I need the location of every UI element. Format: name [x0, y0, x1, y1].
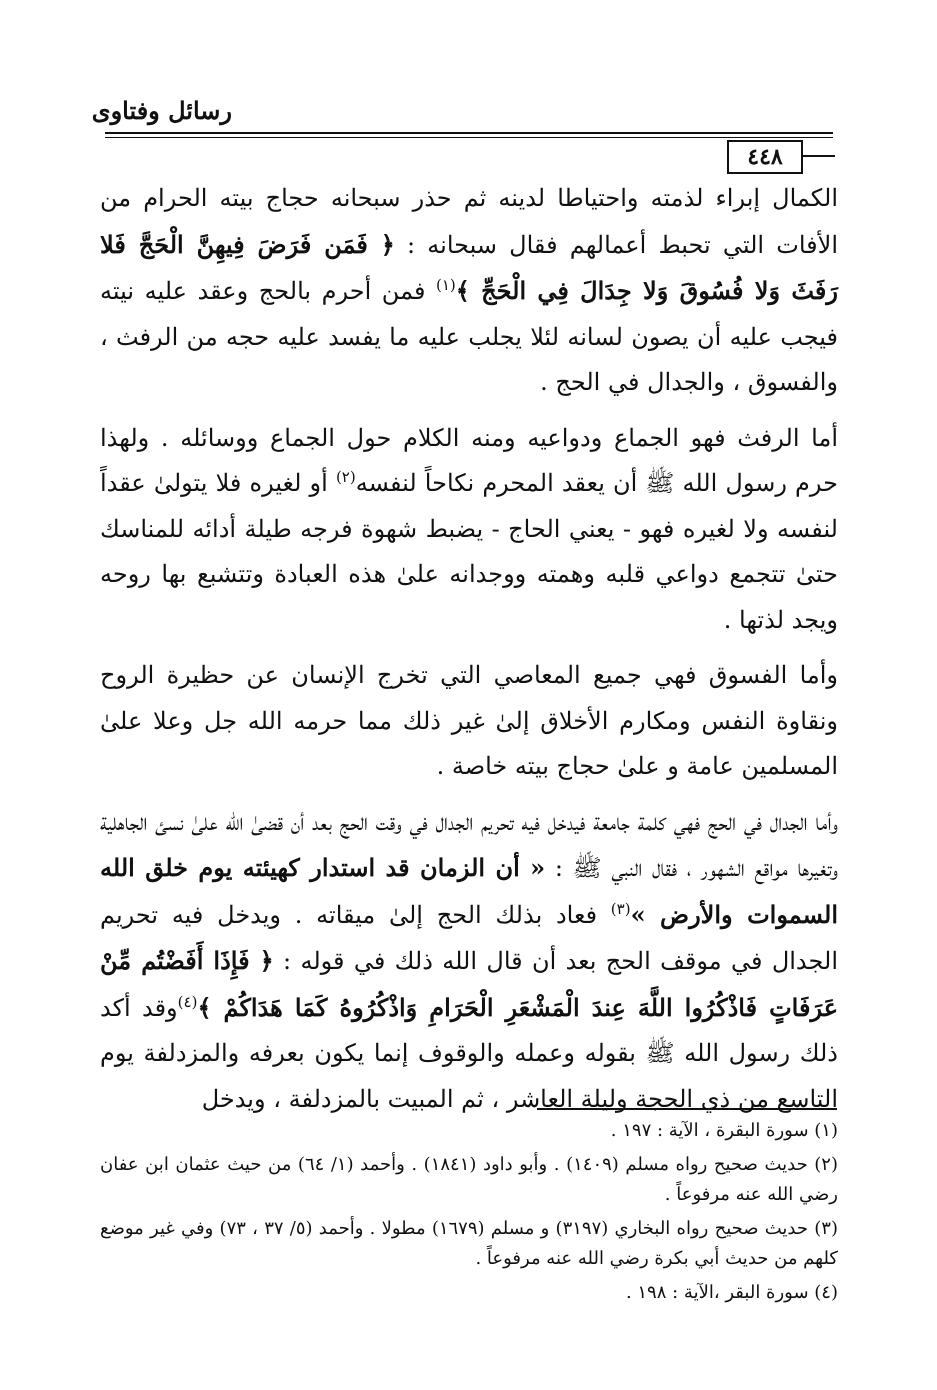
footnote-2: (٢) حديث صحيح رواه مسلم (١٤٠٩) . وأبو داود (١٨٤١) . وأحمد (١/ ٦٤) من حيث عثمان ابن عفان رضي الله عنه مرفوعاً . [100, 1154, 838, 1205]
paragraph-text: وأما الفسوق فهي جميع المعاصي التي تخرج الإنسان عن حظيرة الروح ونقاوة النفس ومكارم الأخلاق إلىٰ غير ذلك مما حرمه الله جل وعلا علىٰ المسلمين عامة و علىٰ حجاج بيته خاصة . [100, 661, 838, 780]
running-title: رسائل وفتاوى [91, 96, 232, 125]
footnote-separator [537, 1108, 837, 1110]
quran-verse: ﴿ فَإِذَا أَفَضْتُم مِّنْ عَرَفَاتٍ فَاذْكُرُوا اللَّهَ عِندَ الْمَشْعَرِ الْحَرَامِ وَاذْكُرُوهُ كَمَا هَدَاكُمْ ﴾ [100, 946, 839, 1022]
page-number-dash [801, 155, 835, 157]
header-rule-thin [105, 137, 833, 138]
footnote-1: (١) سورة البقرة ، الآية : ١٩٧ . [610, 1120, 838, 1141]
footnote-3: (٣) حديث صحيح رواه البخاري (٣١٩٧) و مسلم (١٦٧٩) مطولا . وأحمد (٥/ ٣٧ ، ٧٣) وفي غير موضع كلهم من حديث أبي بكرة رضي الله عنه مرفوعاً . [100, 1218, 838, 1269]
footnote-ref: (٣) [610, 899, 631, 918]
paragraph-text: الكمال إبراء لذمته واحتياطا لدينه ثم حذر سبحانه حجاج بيته الحرام من الأفات التي تحبط أعمالهم فقال سبحانه : [100, 184, 838, 259]
page-number: ٤٤٨ [727, 140, 803, 174]
paragraph-4 [100, 800, 838, 1123]
paragraph-text: فمن أحرم بالحج وعقد عليه نيته فيجب عليه أن يصون لسانه لئلا يجلب عليه ما يفسد عليه حجه من الرفث ، والفسوق ، والجدال في الحج . [100, 277, 838, 396]
paragraph-text: أو لغيره فلا يتولىٰ عقداً لنفسه ولا لغيره فهو - يعني الحاج - يضبط شهوة فرجه طيلة أدائه للمناسك حتىٰ تتجمع دواعي قلبه وهمته ووجدانه علىٰ هذه العبادة وتتشبع بها روحه ويجد لذتها . [100, 469, 839, 634]
paragraph-2 [100, 416, 838, 644]
footnotes [100, 1116, 838, 1312]
header-rule [105, 132, 833, 134]
footnote-ref: (١) [436, 276, 456, 294]
paragraph-text: وقد أكد ذلك رسول الله ﷺ بقوله وعمله والوقوف إنما يكون بعرفه والمزدلفة يوم التاسع من ذي الحجة وليلة العاشر ، ثم المبيت بالمزدلفة ، ويدخل [100, 993, 838, 1113]
footnote-4: (٤) سورة البقر ،الآية : ١٩٨ . [625, 1282, 838, 1303]
paragraph-text: وأما الجدال في الحج فهي كلمة جامعة فيدخل فيه تحريم الجدال في وقت الحج بعد أن قضىٰ الله علىٰ نسئ الجاهلية وتغيرها مواقع الشهور ، فقال النبي ﷺ : [100, 807, 838, 882]
quran-verse: ﴿ فَمَن فَرَضَ فِيهِنَّ الْحَجَّ فَلا رَفَثَ وَلا فُسُوقَ وَلا جِدَالَ فِي الْحَجِّ ﴾ [100, 229, 838, 305]
paragraph-3 [100, 653, 838, 790]
paragraph-1 [100, 176, 838, 406]
paragraph-text: فعاد بذلك الحج إلىٰ ميقاته . ويدخل فيه تحريم الجدال في موقف الحج بعد أن قال الله ذلك في قوله : [100, 900, 838, 975]
footnote-ref: (٢) [335, 468, 356, 486]
main-text [100, 176, 838, 1132]
paragraph-text: أما الرفث فهو الجماع ودواعيه ومنه الكلام حول الجماع ووسائله . ولهذا حرم رسول الله ﷺ أن يعقد المحرم نكاحاً لنفسه [100, 423, 838, 497]
footnote-ref: (٤) [177, 992, 198, 1011]
hadith-quote: « أن الزمان قد استدار كهيئته يوم خلق الله السموات والأرض » [100, 853, 839, 929]
